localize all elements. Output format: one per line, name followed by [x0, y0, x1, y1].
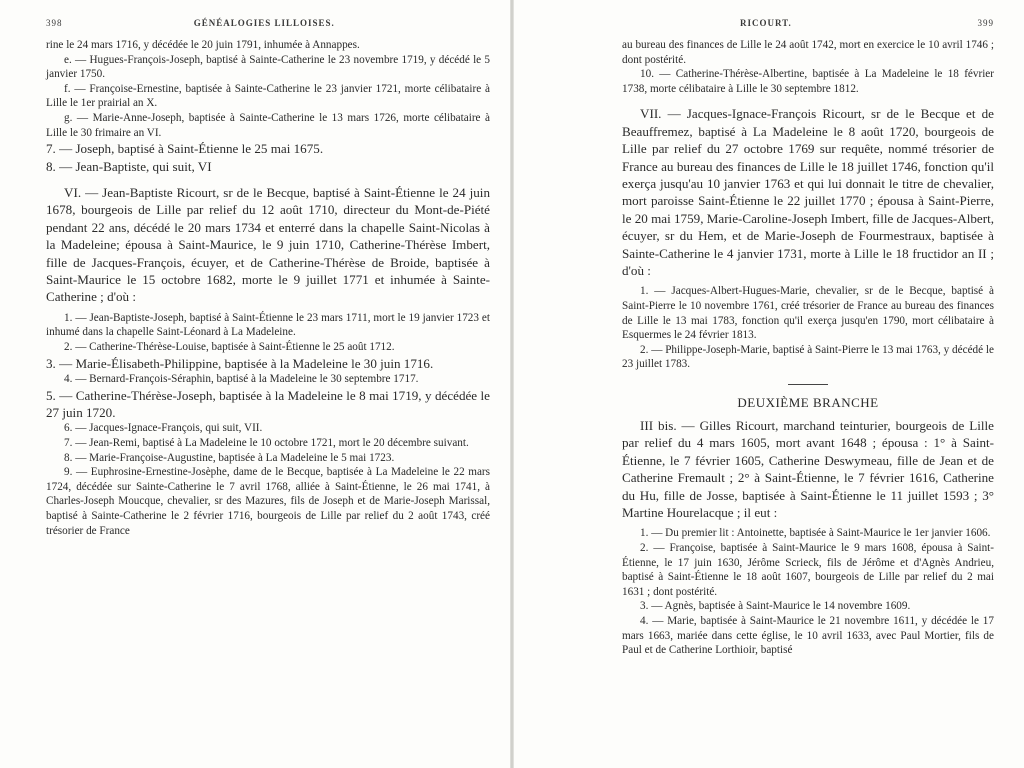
text-line: 7. — Joseph, baptisé à Saint-Étienne le 25 mai 1675.: [46, 141, 324, 157]
list-item: 1. — Du premier lit : Antoinette, baptisée à Saint-Maurice le 1er janvier 1606.: [640, 527, 991, 540]
section-separator: [788, 384, 828, 385]
children-list-vii: [622, 284, 994, 372]
paragraph-vi: VI. — Jean-Baptiste Ricourt, sr de le Becque, baptisé à Saint-Étienne le 24 juin 1678, bourgeois de Lille par relief du 12 août 1710, directeur du Mont-de-Piété pendant 22 ans, décédé le 20 mars 1734 et enterré dans la chapelle Saint-Nicolas à la Madeleine; épousa à Saint-Maurice, le 9 juin 1710, Catherine-Thérèse Imbert, fille de Jacques-François, écuyer, et de Catherine-Thérèse de Broide, baptisée à Saint-Maurice le 15 octobre 1682, morte le 9 juillet 1771 et inhumée à Sainte-Catherine ; d'où :: [46, 184, 490, 305]
paragraph-iii-bis: III bis. — Gilles Ricourt, marchand teinturier, bourgeois de Lille par relief du 4 mars 1605, mort avant 1648 ; épousa : 1° à Saint-Étienne, le 7 février 1605, Catherine Deswymeau, fille de Jean et de Catherine Fremault ; 2° à Saint-Étienne, le 7 février 1616, Catherine du Hu, fille de Josse, baptisée à Saint-Étienne le 11 juillet 1593 ; 3° Martine Hourelacque ; il eut :: [622, 418, 994, 521]
left-page-number: 398: [46, 18, 63, 28]
list-item: 2. — Françoise, baptisée à Saint-Maurice le 9 mars 1608, épousa à Saint-Étienne, le 17 juin 1630, Jérôme Scrieck, fils de Jérôme et d'Agnès Andrieu, baptisé à Saint-Étienne le 18 août 1607, bourgeois de Lille par relief du 2 mai 1631 ; dont postérité.: [622, 542, 994, 598]
text-line: g. — Marie-Anne-Joseph, baptisée à Sainte-Catherine le 13 mars 1726, morte célibataire à Lille le 30 frimaire an VI.: [46, 111, 490, 139]
text-line: au bureau des finances de Lille le 24 août 1742, mort en exercice le 10 avril 1746 ; dont postérité.: [622, 39, 994, 66]
list-item: 6. — Jacques-Ignace-François, qui suit, VII.: [64, 422, 263, 435]
right-page-number: 399: [977, 18, 994, 28]
text-line: 10. — Catherine-Thérèse-Albertine, baptisée à La Madeleine le 18 février 1738, morte célibataire à Lille le 30 septembre 1812.: [622, 68, 994, 95]
list-item: 2. — Catherine-Thérèse-Louise, baptisée à Saint-Étienne le 25 août 1712.: [64, 341, 395, 353]
list-item: 4. — Marie, baptisée à Saint-Maurice le 21 novembre 1611, y décédée le 17 mars 1663, mariée dans cette église, le 10 avril 1633, avec Paul Mortier, fils de Paul et de Catherine Lorthioir, baptisé: [622, 615, 994, 657]
list-item: 4. — Bernard-François-Séraphin, baptisé à la Madeleine le 30 septembre 1717.: [64, 373, 419, 385]
left-running-head: GÉNÉALOGIES LILLOISES.: [193, 18, 335, 28]
list-item: 1. — Jean-Baptiste-Joseph, baptisé à Saint-Étienne le 23 mars 1711, mort le 19 janvier 1723 et inhumé dans la chapelle Saint-Léonard à La Madeleine.: [46, 311, 490, 339]
list-item: 1. — Jacques-Albert-Hugues-Marie, chevalier, sr de le Becque, baptisé à Saint-Pierre le 10 novembre 1761, créé trésorier de France au bureau des finances de Lille le 13 mai 1783, fonction qu'il exerça jusqu'en 1790, mort célibataire à Esquermes le 24 février 1813.: [622, 285, 994, 342]
right-running-head: RICOURT.: [740, 18, 792, 28]
text-line: rine le 24 mars 1716, y décédée le 20 juin 1791, inhumée à Annappes.: [46, 39, 360, 51]
list-item: 7. — Jean-Remi, baptisé à La Madeleine le 10 octobre 1721, mort le 20 décembre suivant.: [64, 437, 469, 449]
left-continuation-block: [46, 38, 490, 175]
list-item: 9. — Euphrosine-Ernestine-Josèphe, dame de le Becque, baptisée à La Madeleine le 22 mars 1724, décédée sur Sainte-Catherine le 7 avril 1768, alliée à Saint-Étienne, le 26 mai 1741, à Charles-Joseph Moucque, chevalier, sr des Mazures, fils de Joseph et de Marie-Joseph Marissal, baptisé à Sainte-Catherine le 2 février 1716, bourgeois de Lille par relief du 2 août 1743, créé trésorier de France: [46, 466, 490, 537]
right-page: [512, 0, 1024, 768]
list-item: 2. — Philippe-Joseph-Marie, baptisé à Saint-Pierre le 13 mai 1763, y décédé le 23 juillet 1783.: [622, 343, 994, 371]
right-page-header: [622, 18, 994, 28]
text-line: 8. — Jean-Baptiste, qui suit, VI: [46, 158, 212, 174]
children-list-vi: [46, 311, 490, 538]
list-item: 5. — Catherine-Thérèse-Joseph, baptisée à la Madeleine le 8 mai 1719, y décédée le 27 juin 1720.: [46, 387, 490, 420]
right-continuation-block: [622, 38, 994, 96]
list-item: 3. — Agnès, baptisée à Saint-Maurice le 14 novembre 1609.: [640, 600, 911, 613]
list-item: 8. — Marie-Françoise-Augustine, baptisée à La Madeleine le 5 mai 1723.: [64, 451, 395, 464]
section-heading: DEUXIÈME BRANCHE: [737, 395, 879, 410]
text-line: e. — Hugues-François-Joseph, baptisé à Sainte-Catherine le 23 novembre 1719, y décédé le 5 janvier 1750.: [46, 53, 490, 81]
list-item: 3. — Marie-Élisabeth-Philippine, baptisée à la Madeleine le 30 juin 1716.: [46, 355, 434, 371]
left-page-header: [46, 18, 490, 28]
text-line: f. — Françoise-Ernestine, baptisée à Sainte-Catherine le 23 janvier 1721, morte célibataire à Lille le 1er prairial an X.: [46, 82, 490, 110]
children-list-iii-bis: [622, 526, 994, 657]
paragraph-vii: VII. — Jacques-Ignace-François Ricourt, sr de le Becque et de Beauffremez, baptisé à La Madeleine le 8 août 1720, bourgeois de Lille par relief du 27 octobre 1769 sur requête, nommé trésorier de France au bureau des finances de Lille le 18 juillet 1746, fonction qu'il exerça jusqu'au 10 janvier 1763 et qui lui donnait le titre de chevalier, mort paroisse Saint-Étienne le 22 juillet 1770 ; épousa à Saint-Pierre, le 20 mai 1759, Marie-Caroline-Joseph Imbert, fille de Jacques-Albert, écuyer, sr du Hem, et de Marie-Joseph de Fourmestraux, baptisée à Sainte-Catherine le 4 janvier 1731, morte à Lille le 18 fructidor an II ; d'où :: [622, 106, 994, 279]
